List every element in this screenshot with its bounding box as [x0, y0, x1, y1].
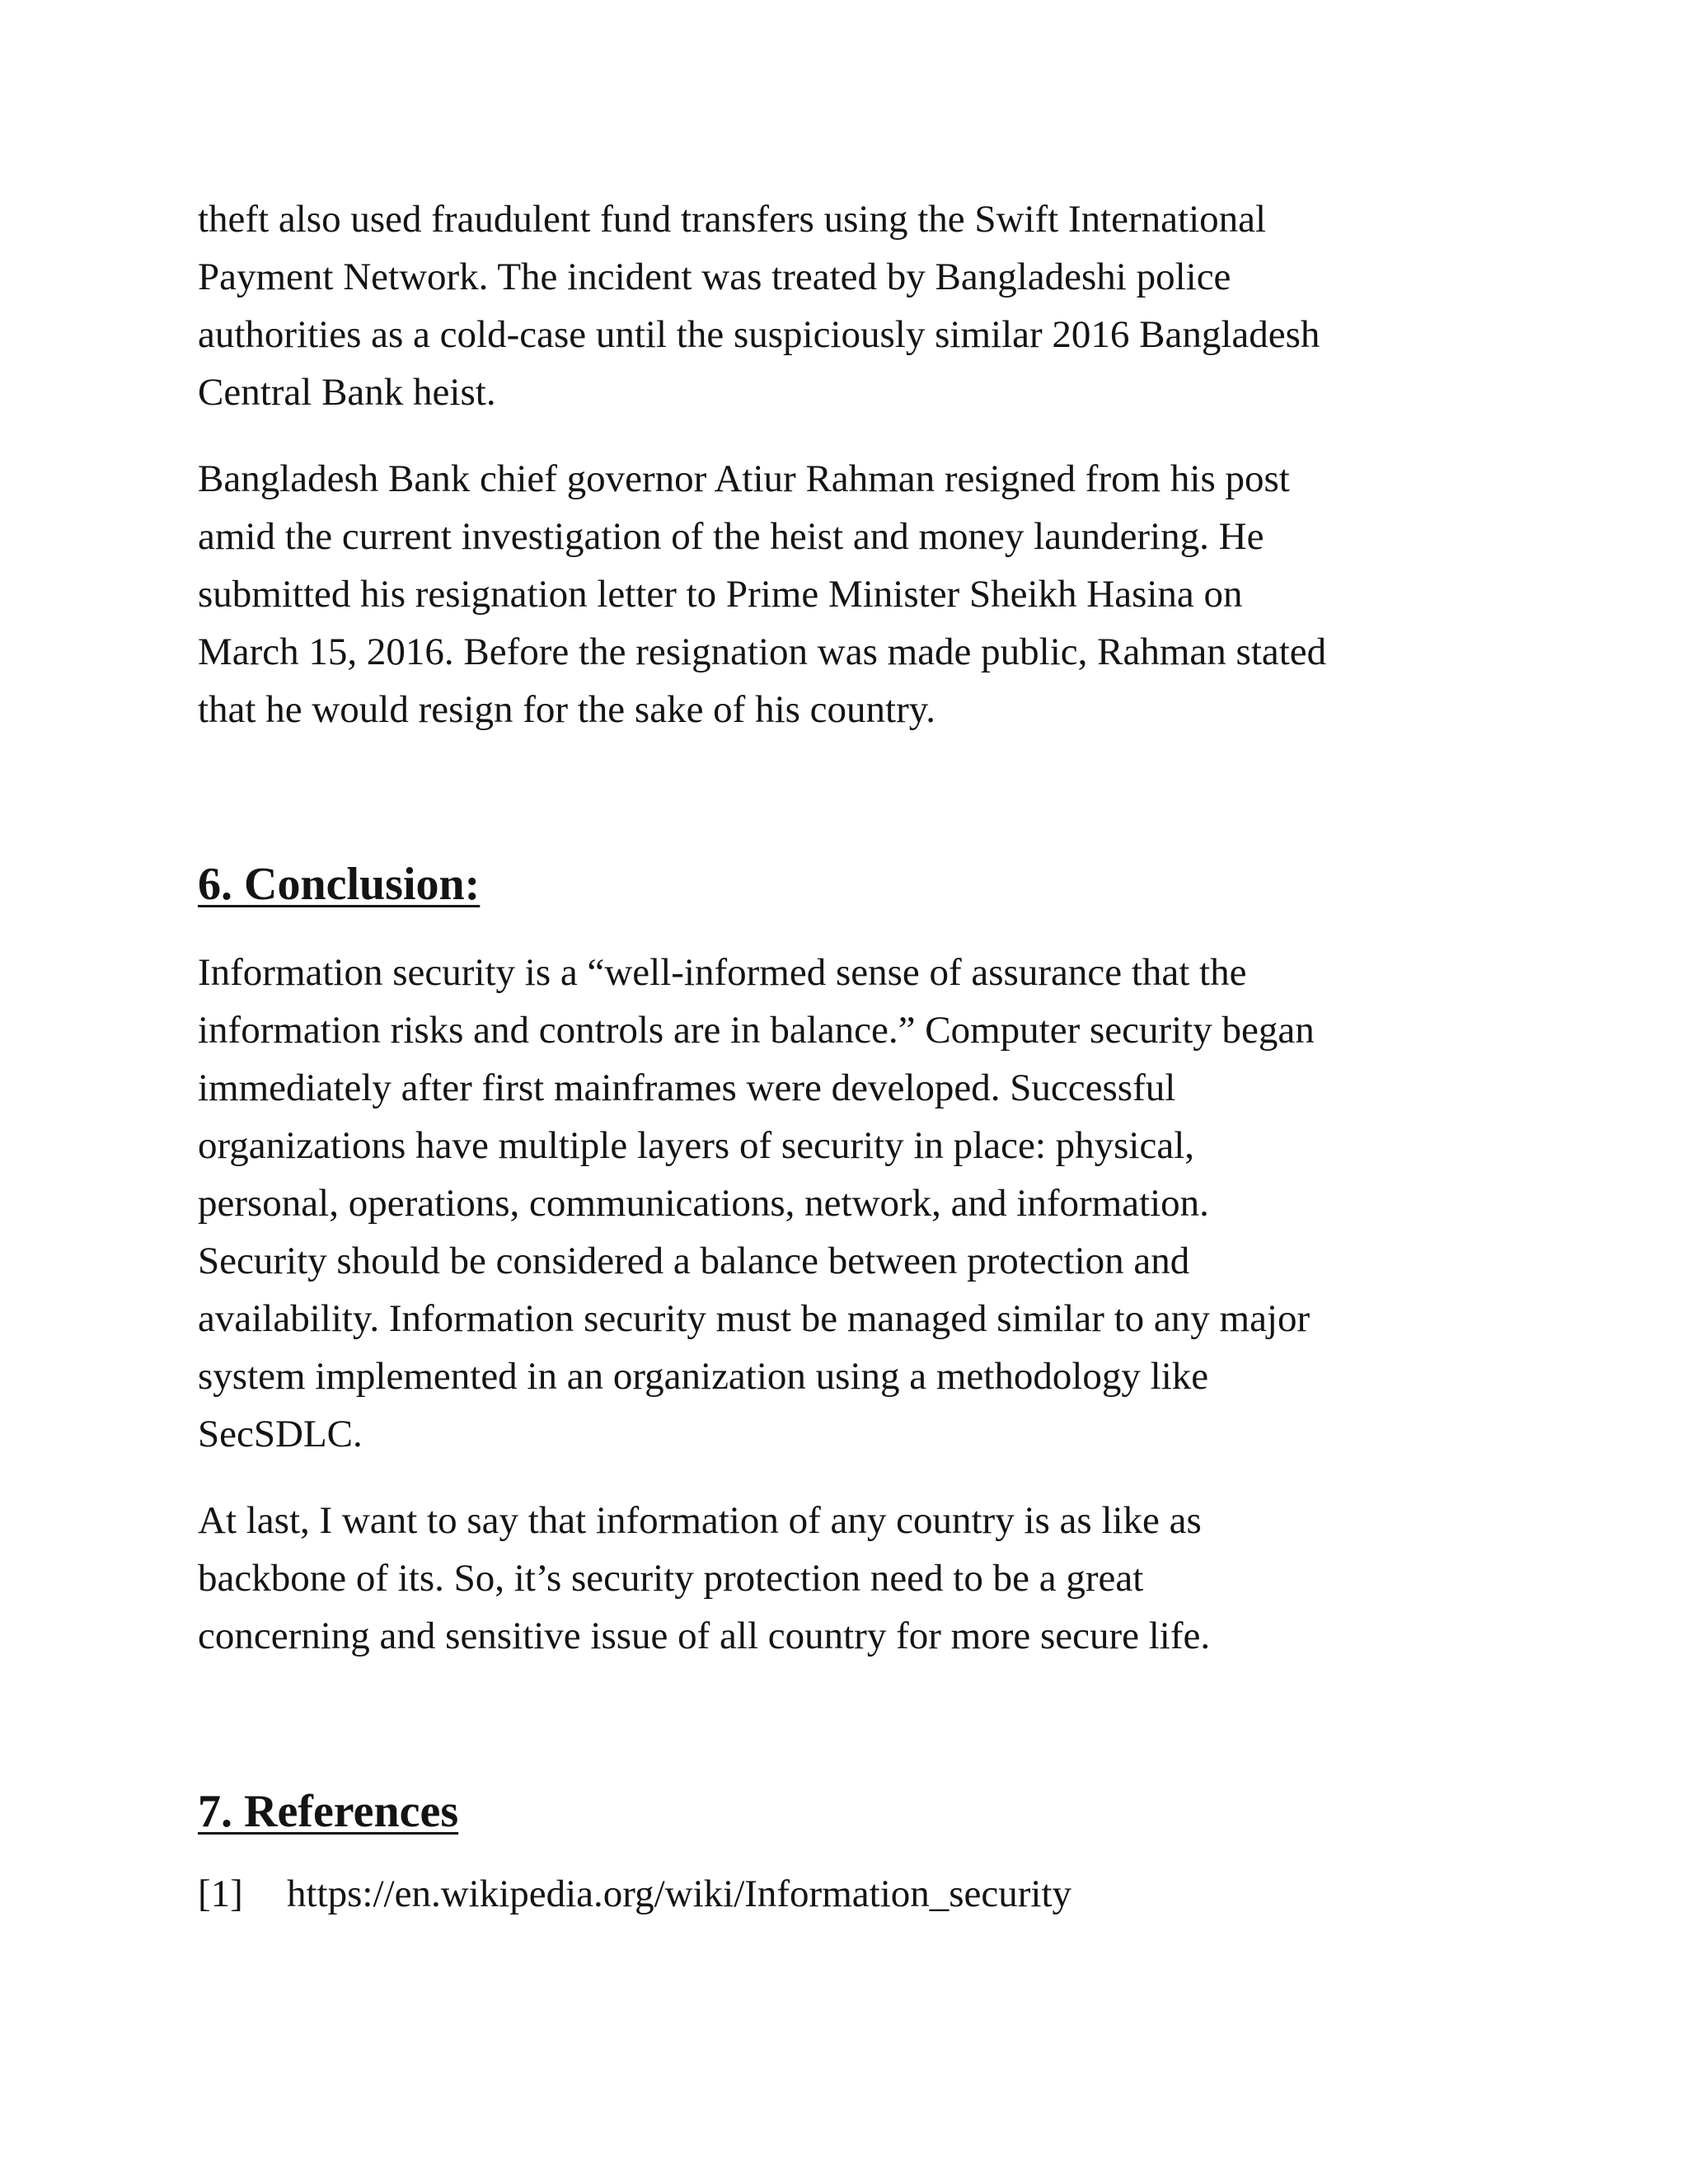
- paragraph-line: organizations have multiple layers of security in place: physical,: [198, 1124, 1195, 1167]
- paragraph-line: information risks and controls are in balance.” Computer security began: [198, 1009, 1315, 1052]
- reference-link[interactable]: https://en.wikipedia.org/wiki/Information_security: [287, 1872, 1072, 1915]
- paragraph-line: system implemented in an organization using a methodology like: [198, 1355, 1209, 1398]
- paragraph-line: backbone of its. So, it’s security protection need to be a great: [198, 1557, 1144, 1600]
- paragraph-line: amid the current investigation of the heist and money laundering. He: [198, 515, 1264, 558]
- references-heading: 7. References: [198, 1786, 459, 1837]
- paragraph-line: Security should be considered a balance between protection and: [198, 1240, 1190, 1282]
- paragraph-line: availability. Information security must be managed similar to any major: [198, 1297, 1311, 1340]
- paragraph-line: Payment Network. The incident was treated by Bangladeshi police: [198, 255, 1231, 298]
- paragraph-line: Information security is a “well-informed sense of assurance that the: [198, 951, 1247, 994]
- paragraph-line: SecSDLC.: [198, 1413, 363, 1455]
- paragraph-line: At last, I want to say that information of any country is as like as: [198, 1499, 1202, 1542]
- paragraph-line: concerning and sensitive issue of all country for more secure life.: [198, 1615, 1211, 1657]
- conclusion-heading: 6. Conclusion:: [198, 859, 481, 910]
- paragraph-line: Bangladesh Bank chief governor Atiur Rahman resigned from his post: [198, 457, 1290, 500]
- reference-number: [1]: [198, 1872, 243, 1915]
- paragraph-line: that he would resign for the sake of his country.: [198, 688, 935, 731]
- paragraph-line: immediately after first mainframes were developed. Successful: [198, 1066, 1176, 1109]
- paragraph-line: submitted his resignation letter to Prime Minister Sheikh Hasina on: [198, 573, 1243, 616]
- paragraph-line: Central Bank heist.: [198, 371, 496, 414]
- paragraph-line: authorities as a cold-case until the suspiciously similar 2016 Bangladesh: [198, 313, 1320, 356]
- paragraph-line: theft also used fraudulent fund transfers using the Swift International: [198, 198, 1267, 241]
- paragraph-line: March 15, 2016. Before the resignation was made public, Rahman stated: [198, 630, 1327, 673]
- paragraph-line: personal, operations, communications, network, and information.: [198, 1182, 1209, 1225]
